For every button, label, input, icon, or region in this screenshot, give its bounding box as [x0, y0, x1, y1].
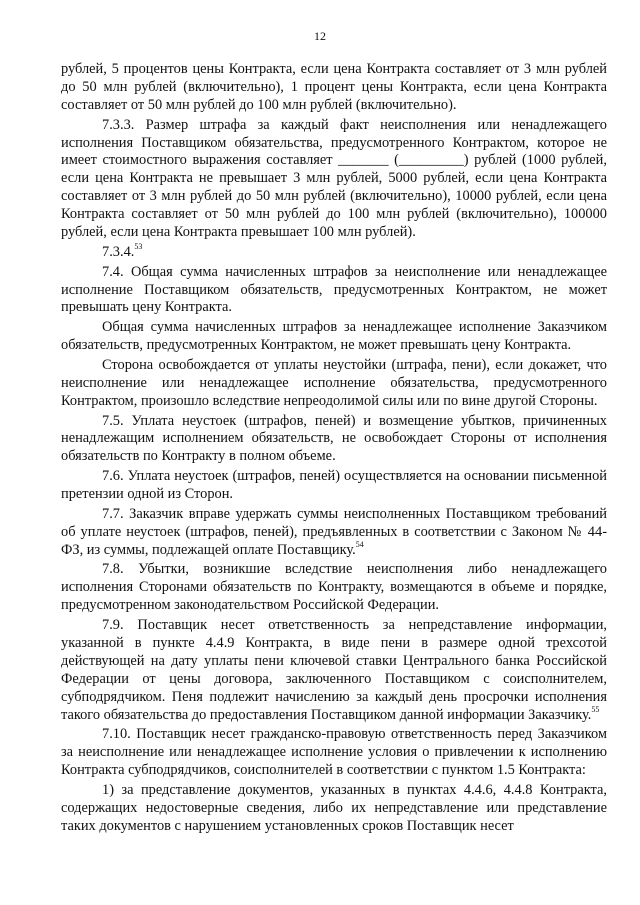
paragraph-7-6: 7.6. Уплата неустоек (штрафов, пеней) осуществляется на основании письменной претензии одной из Сторон. — [61, 468, 607, 503]
page-number: 12 — [314, 29, 326, 43]
paragraph-7-3-3: 7.3.3. Размер штрафа за каждый факт неисполнения или ненадлежащего исполнения Поставщиком обязательства, предусмотренного Контрактом, которое не имеет стоимостного выражения составляет _______ (_________) рублей (1000 рублей, если цена Контракта не превышает 3 млн рублей, 5000 рублей, если цена Контракта составляет от 3 млн рублей до 50 млн рублей (включительно), 10000 рублей, если цена Контракта составляет от 50 млн рублей до 100 млн рублей (включительно), 100000 рублей, если цена Контракта превышает 100 млн рублей). — [61, 116, 607, 241]
paragraph-7-9: 7.9. Поставщик несет ответственность за непредставление информации, указанной в пункте 4.4.9 Контракта, в виде пени в размере одной трехсотой действующей на дату уплаты пени ключевой ставки Центрального банка Российской Федерации от цены договора, заключенного Поставщиком с соисполнителем, субподрядчиком. Пеня подлежит начислению за каждый день просрочки исполнения такого обязательства до предоставления Поставщиком данной информации Заказчику.$^{55}$ — [61, 617, 607, 723]
paragraph-7-10: 7.10. Поставщик несет гражданско-правовую ответственность перед Заказчиком за неисполнение или ненадлежащее исполнение условия о привлечении к исполнению Контракта субподрядчиков, соисполнителей в соответствии с пунктом 1.5 Контракта: — [61, 726, 607, 779]
paragraph-7-5: 7.5. Уплата неустоек (штрафов, пеней) и возмещение убытков, причиненных ненадлежащим исполнением обязательств, не освобождает Стороны от исполнения обязательств по Контракту в полном объеме. — [61, 412, 607, 465]
paragraph-7-8: 7.8. Убытки, возникшие вследствие неисполнения либо ненадлежащего исполнения Сторонами обязательств по Контракту, возмещаются в объеме и порядке, предусмотренном законодательством Российской Федерации. — [61, 561, 607, 614]
paragraph-7-7: 7.7. Заказчик вправе удержать суммы неисполненных Поставщиком требований об уплате неустоек (штрафов, пеней), предъявленных в соответствии с Законом № 44-ФЗ, из суммы, подлежащей оплате Поставщику.$^{54}$ — [61, 505, 607, 558]
footnote-ref-55: 55 — [591, 704, 600, 714]
paragraph-force-majeure: Сторона освобождается от уплаты неустойки (штрафа, пени), если докажет, что неисполнение или ненадлежащее исполнение обязательства, предусмотренного Контрактом, произошло вследствие непреодолимой силы или по вине другой Стороны. — [61, 356, 607, 409]
footnote-ref-53: 53 — [134, 242, 143, 252]
document-body — [61, 61, 607, 838]
paragraph-7-3-4: 7.3.4.53 — [102, 242, 143, 260]
paragraph-customer-fines: Общая сумма начисленных штрафов за ненадлежащее исполнение Заказчиком обязательств, предусмотренных Контрактом, не может превышать цену Контракта. — [61, 319, 607, 354]
paragraph-7-10-item-1: 1) за представление документов, указанных в пунктах 4.4.6, 4.4.8 Контракта, содержащих недостоверные сведения, либо их непредставление или представление таких документов с нарушением установленных сроков Поставщик несет — [61, 782, 607, 834]
footnote-ref-54: 54 — [355, 539, 364, 549]
paragraph-continuation: рублей, 5 процентов цены Контракта, если цена Контракта составляет от 3 млн рублей до 50 млн рублей (включительно), 1 процент цены Контракта, если цена Контракта составляет от 50 млн рублей до 100 млн рублей (включительно). — [61, 61, 607, 113]
paragraph-7-4: 7.4. Общая сумма начисленных штрафов за неисполнение или ненадлежащее исполнение Поставщиком обязательств, предусмотренных Контрактом, не может превышать цену Контракта. — [61, 263, 607, 316]
